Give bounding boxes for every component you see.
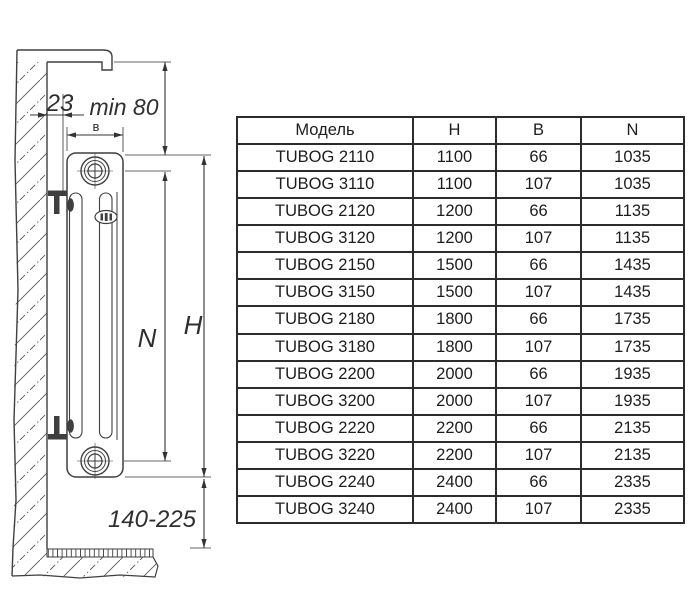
cell-n: 1735 <box>581 306 684 333</box>
cell-b: 66 <box>496 469 581 496</box>
radiator <box>67 153 123 479</box>
cell-h: 2200 <box>413 415 496 442</box>
cell-h: 2000 <box>413 388 496 415</box>
table-row <box>237 144 684 171</box>
cell-h: 2200 <box>413 442 496 469</box>
radiator-mounting-diagram <box>0 0 232 613</box>
cell-n: 1735 <box>581 334 684 361</box>
table-row <box>237 334 684 361</box>
cell-n: 1035 <box>581 171 684 198</box>
cell-b: 107 <box>496 279 581 306</box>
table-row <box>237 469 684 496</box>
cell-h: 1800 <box>413 306 496 333</box>
mounting-bracket-bottom <box>48 416 67 440</box>
header-n: N <box>581 117 684 144</box>
dimension-n <box>124 171 171 461</box>
cell-b: 66 <box>496 306 581 333</box>
cell-model: TUBOG 3120 <box>237 225 413 252</box>
cell-h: 1500 <box>413 252 496 279</box>
header-model: Модель <box>237 117 413 144</box>
cell-h: 2400 <box>413 496 496 523</box>
cell-n: 2335 <box>581 496 684 523</box>
cell-model: TUBOG 3220 <box>237 442 413 469</box>
air-vent-collar <box>95 211 117 224</box>
cell-b: 66 <box>496 198 581 225</box>
dim-label-h: H <box>183 310 203 340</box>
radiator-tube-rear <box>70 193 83 438</box>
cell-model: TUBOG 2150 <box>237 252 413 279</box>
table-row <box>237 496 684 523</box>
cell-h: 1500 <box>413 279 496 306</box>
cell-model: TUBOG 2110 <box>237 144 413 171</box>
cell-h: 2000 <box>413 361 496 388</box>
table-row <box>237 225 684 252</box>
cell-b: 66 <box>496 415 581 442</box>
cell-h: 2400 <box>413 469 496 496</box>
cell-model: TUBOG 2120 <box>237 198 413 225</box>
cell-b: 107 <box>496 225 581 252</box>
cell-model: TUBOG 3200 <box>237 388 413 415</box>
cell-h: 1800 <box>413 334 496 361</box>
cell-model: TUBOG 3150 <box>237 279 413 306</box>
cell-b: 66 <box>496 144 581 171</box>
cell-h: 1200 <box>413 198 496 225</box>
dim-label-n: N <box>137 323 157 353</box>
table-row <box>237 252 684 279</box>
cell-h: 1100 <box>413 171 496 198</box>
dim-label-floor: 140-225 <box>107 506 197 533</box>
spec-table <box>236 116 685 524</box>
cell-n: 1035 <box>581 144 684 171</box>
model-dimensions-table <box>236 116 685 524</box>
header-b: B <box>496 117 581 144</box>
radiator-tube-front <box>100 193 113 438</box>
table-row <box>237 361 684 388</box>
cell-model: TUBOG 2220 <box>237 415 413 442</box>
header-h: H <box>413 117 496 144</box>
cell-n: 1435 <box>581 279 684 306</box>
dim-label-min80: min 80 <box>89 94 159 120</box>
cell-n: 1135 <box>581 198 684 225</box>
cell-n: 1935 <box>581 388 684 415</box>
cell-b: 107 <box>496 442 581 469</box>
table-row <box>237 171 684 198</box>
cell-n: 2335 <box>581 469 684 496</box>
cell-model: TUBOG 2240 <box>237 469 413 496</box>
cell-b: 107 <box>496 496 581 523</box>
table-header-row <box>237 117 684 144</box>
cell-b: 66 <box>496 361 581 388</box>
cell-h: 1200 <box>413 225 496 252</box>
cell-b: 66 <box>496 252 581 279</box>
cell-model: TUBOG 2200 <box>237 361 413 388</box>
bracket-hook-top <box>67 198 74 212</box>
table-row <box>237 279 684 306</box>
table-row <box>237 198 684 225</box>
mounting-bracket-top <box>48 191 67 215</box>
cell-n: 1435 <box>581 252 684 279</box>
cell-n: 1935 <box>581 361 684 388</box>
dim-label-23: 23 <box>46 90 74 117</box>
cell-model: TUBOG 3110 <box>237 171 413 198</box>
cell-b: 107 <box>496 334 581 361</box>
table-row <box>237 415 684 442</box>
cell-model: TUBOG 2180 <box>237 306 413 333</box>
floor-strip <box>47 549 153 557</box>
dim-label-b: в <box>92 119 100 134</box>
cell-model: TUBOG 3180 <box>237 334 413 361</box>
table-row <box>237 442 684 469</box>
cell-n: 2135 <box>581 442 684 469</box>
bracket-hook-bottom <box>67 419 74 433</box>
cell-model: TUBOG 3240 <box>237 496 413 523</box>
cell-n: 1135 <box>581 225 684 252</box>
table-row <box>237 388 684 415</box>
cell-h: 1100 <box>413 144 496 171</box>
cell-n: 2135 <box>581 415 684 442</box>
cell-b: 107 <box>496 388 581 415</box>
cell-b: 107 <box>496 171 581 198</box>
table-row <box>237 306 684 333</box>
